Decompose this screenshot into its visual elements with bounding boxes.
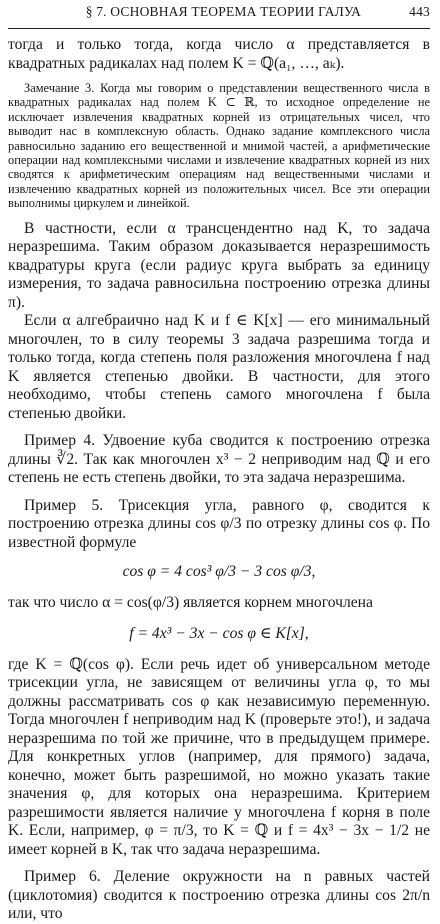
example-5: Пример 5. Трисекция угла, равного φ, сводится к построению отрезка длины cos φ/3 по отрезку длины cos φ. По известной формуле [8,496,430,551]
formula-triple-angle: cos φ = 4 cos³ φ/3 − 3 cos φ/3, [122,563,316,581]
paragraph-root: так что число α = cos(φ/3) является корнем многочлена [8,594,373,612]
paragraph-continuation: тогда и только тогда, когда число α представляется в квадратных радикалах над полем K = ℚ(a₁, …, aₖ). [8,36,430,72]
header-rule [8,28,430,29]
remark-3: Замечание 3. Когда мы говорим о представлении вещественного числа в квадратных радикалах над полем K ⊂ ℝ, то исходное определение не исключает извлечения квадратных корней из отрицательных чисел, что выводит нас в комплексную область. Однако задание комплексного числа равносильно заданию его вещественной и мнимой частей, а арифметические операции над комплексными числами и извлечение квадратных корней из них сводятся к арифметическим операциям над вещественными числами и извлечению квадратных корней из положительных чисел. Все эти операции выполнимы циркулем и линейкой. [8,81,430,211]
paragraph-algebraic: Если α алгебраично над K и f ∈ K[x] — его минимальный многочлен, то в силу теоремы 3 задача разрешима тогда и только тогда, когда степень поля разложения многочлена f над K является степенью двойки. В частности, для этого необходимо, чтобы степень самого многочлена f была степенью двойки. [8,312,430,422]
page-number: 443 [409,4,430,19]
formula-polynomial: f = 4x³ − 3x − cos φ ∈ K[x], [129,624,309,642]
paragraph-trisection: где K = ℚ(cos φ). Если речь идет об универсальном методе трисекции угла, не зависящем от величины угла φ, то мы должны рассматривать cos φ как независимую переменную. Тогда многочлен f неприводим над K (проверьте это!), и задача неразрешима по той же причине, что в предыдущем примере. Для конкретных углов (например, для прямого) задача, конечно, может быть разрешимой, но можно указать такие значения φ, для которых она неразрешима. Критерием разрешимости является наличие у многочлена f корня в поле K. Если, например, φ = π/3, то K = ℚ и f = 4x³ − 3x − 1/2 не имеет корней в K, так что задача неразрешима. [8,655,430,858]
header-title: § 7. ОСНОВНАЯ ТЕОРЕМА ТЕОРИИ ГАЛУА [85,4,362,19]
example-4: Пример 4. Удвоение куба сводится к построению отрезка длины ∛2. Так как многочлен x³ − 2 неприводим над ℚ и его степень не есть степень двойки, то эта задача неразрешима. [8,432,430,487]
paragraph-transcendent: В частности, если α трансцендентно над K, то задача неразрешима. Таким образом доказывается неразрешимость квадратуры круга (если радиус круга выбрать за единицу измерения, то задача равносильна построению отрезка длины π). [8,219,430,311]
running-header [8,0,430,26]
example-6: Пример 6. Деление окружности на n равных частей (циклотомия) сводится к построению отрезка длины cos 2π/n или, что [8,868,430,923]
